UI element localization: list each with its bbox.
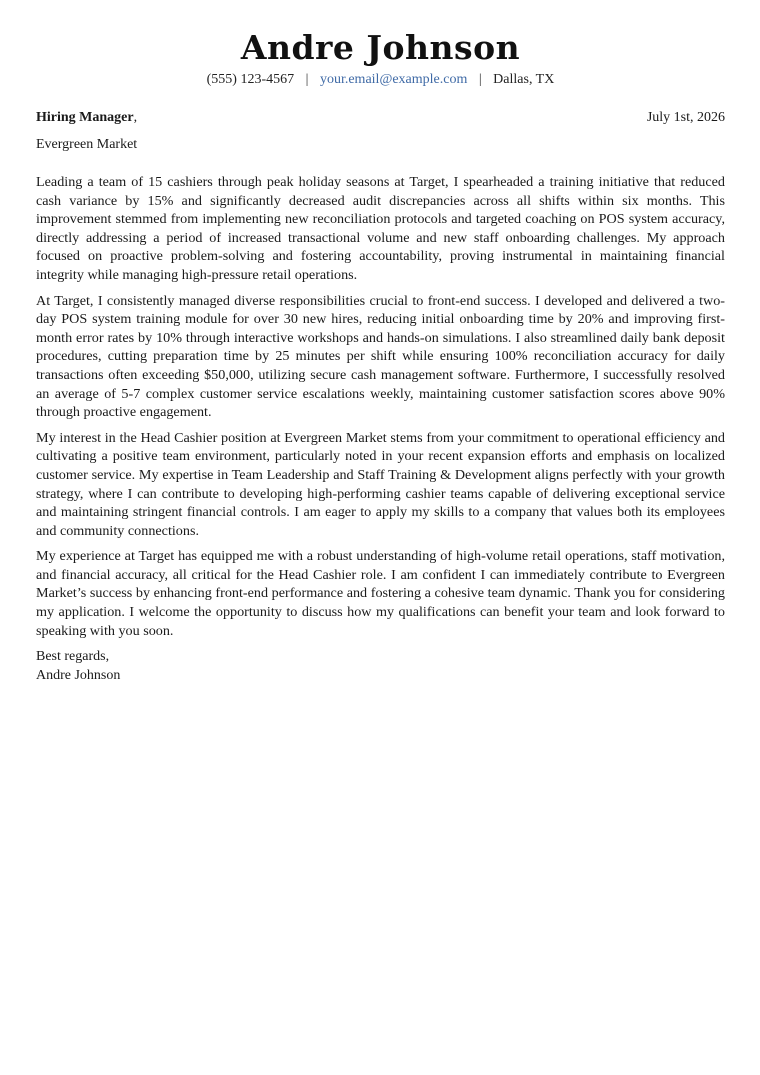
letter-body [36,173,725,640]
body-paragraph: Leading a team of 15 cashiers through peak holiday seasons at Target, I spearheaded a training initiative that reduced cash variance by 15% and significantly decreased audit discrepancies across all shifts within six months. This improvement stemmed from implementing new reconciliation protocols and targeted coaching on POS system accuracy, directly addressing a period of increased transactional volume and new staff onboarding challenges. My approach focused on proactive problem-solving and fostering accountability, proving instrumental in maintaining financial integrity while managing high-pressure retail operations. [36,174,725,283]
body-paragraph: My interest in the Head Cashier position at Evergreen Market stems from your commitment to operational efficiency and cultivating a positive team environment, particularly noted in your recent expansion efforts and emphasis on localized customer service. My expertise in Team Leadership and Staff Training & Development aligns perfectly with your growth strategy, where I can contribute to developing high-performing cashier teams capable of delivering exceptional service and maintaining stringent financial controls. I am eager to apply my skills to a company that values both its employees and community connections. [36,429,725,539]
contact-separator: | [305,72,309,87]
company-name: Evergreen Market [36,137,138,152]
email-link[interactable]: your.email@example.com [319,72,468,87]
recipient-name: Hiring Manager [36,110,134,125]
location: Dallas, TX [493,72,555,87]
closing-block [36,647,725,685]
cover-letter-page [36,28,725,685]
closing-salutation: Best regards, [36,649,110,665]
letter-date: July 1st, 2026 [646,110,725,125]
contact-separator: | [478,72,482,87]
recipient [36,108,137,128]
body-paragraph: My experience at Target has equipped me with a robust understanding of high-volume retail operations, staff motivation, and financial accuracy, all critical for the Head Cashier role. I am confident I can immediately contribute to Evergreen Market’s success by enhancing front-end performance and fostering a cohesive team dynamic. Thank you for considering my application. I welcome the opportunity to discuss how my qualifications can benefit your team and look forward to speaking with you soon. [36,548,725,639]
recipient-date-row [36,108,725,128]
phone-number: (555) 123-4567 [206,72,295,87]
closing-signature: Andre Johnson [36,668,121,684]
contact-line [36,71,725,89]
body-paragraph: At Target, I consistently managed diverse responsibilities crucial to front-end success. I developed and delivered a two-day POS system training module for over 30 new hires, reducing initial onboarding time by 20% and improving first-month error rates by 10% through interactive workshops and hands-on simulations. I also streamlined daily bank deposit procedures, cutting preparation time by 25 minutes per shift while ensuring 100% reconciliation accuracy for daily transactions often exceeding $50,000, utilizing secure cash management software. Furthermore, I successfully resolved an average of 5-7 complex customer service escalations weekly, maintaining customer satisfaction scores above 90% through proactive engagement. [36,292,725,421]
recipient-comma: , [133,110,138,125]
applicant-name: Andre Johnson [240,28,521,67]
